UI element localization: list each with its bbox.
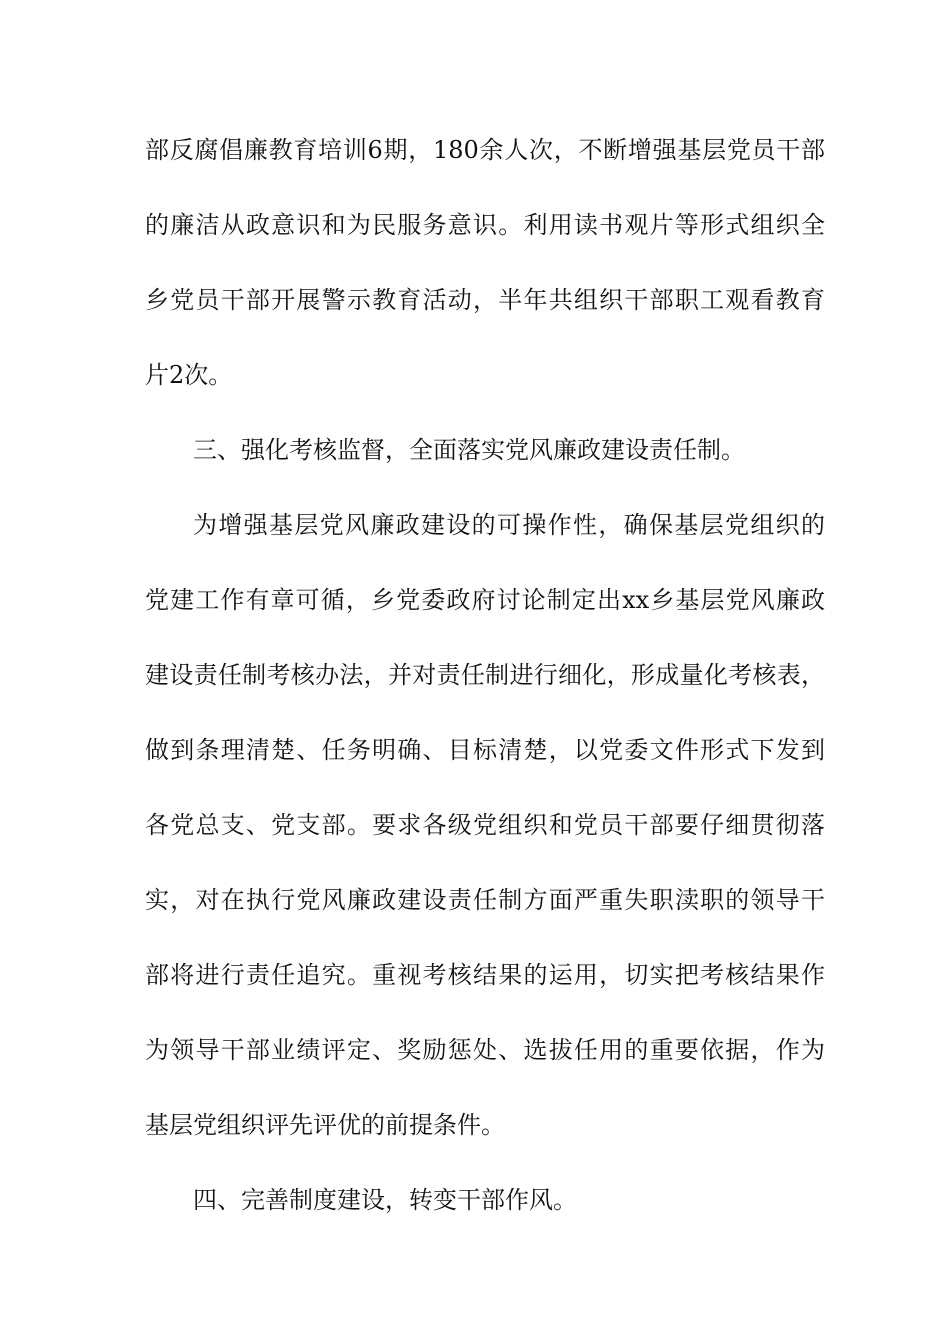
section-heading: 四、完善制度建设，转变干部作风。 [193, 1186, 577, 1214]
text-line: 基层党组织评先评优的前提条件。 [145, 1111, 505, 1139]
text-line: 各党总支、党支部。要求各级党组织和党员干部要仔细贯彻落 [145, 811, 825, 839]
text-line: 乡党员干部开展警示教育活动，半年共组织干部职工观看教育 [145, 286, 825, 314]
text-line: 建设责任制考核办法，并对责任制进行细化，形成量化考核表， [145, 661, 825, 689]
text-line: 为增强基层党风廉政建设的可操作性，确保基层党组织的 [193, 511, 825, 539]
text-line: 部将进行责任追究。重视考核结果的运用，切实把考核结果作 [145, 961, 825, 989]
text-line: 党建工作有章可循，乡党委政府讨论制定出xx乡基层党风廉政 [145, 586, 825, 614]
text-line: 的廉洁从政意识和为民服务意识。利用读书观片等形式组织全 [145, 211, 825, 239]
text-line: 做到条理清楚、任务明确、目标清楚，以党委文件形式下发到 [145, 736, 825, 764]
section-heading: 三、强化考核监督，全面落实党风廉政建设责任制。 [193, 436, 745, 464]
text-line: 为领导干部业绩评定、奖励惩处、选拔任用的重要依据，作为 [145, 1036, 825, 1064]
text-line: 部反腐倡廉教育培训6期，180余人次，不断增强基层党员干部 [145, 136, 825, 164]
text-line: 实，对在执行党风廉政建设责任制方面严重失职渎职的领导干 [145, 886, 825, 914]
text-line: 片2次。 [145, 361, 233, 389]
